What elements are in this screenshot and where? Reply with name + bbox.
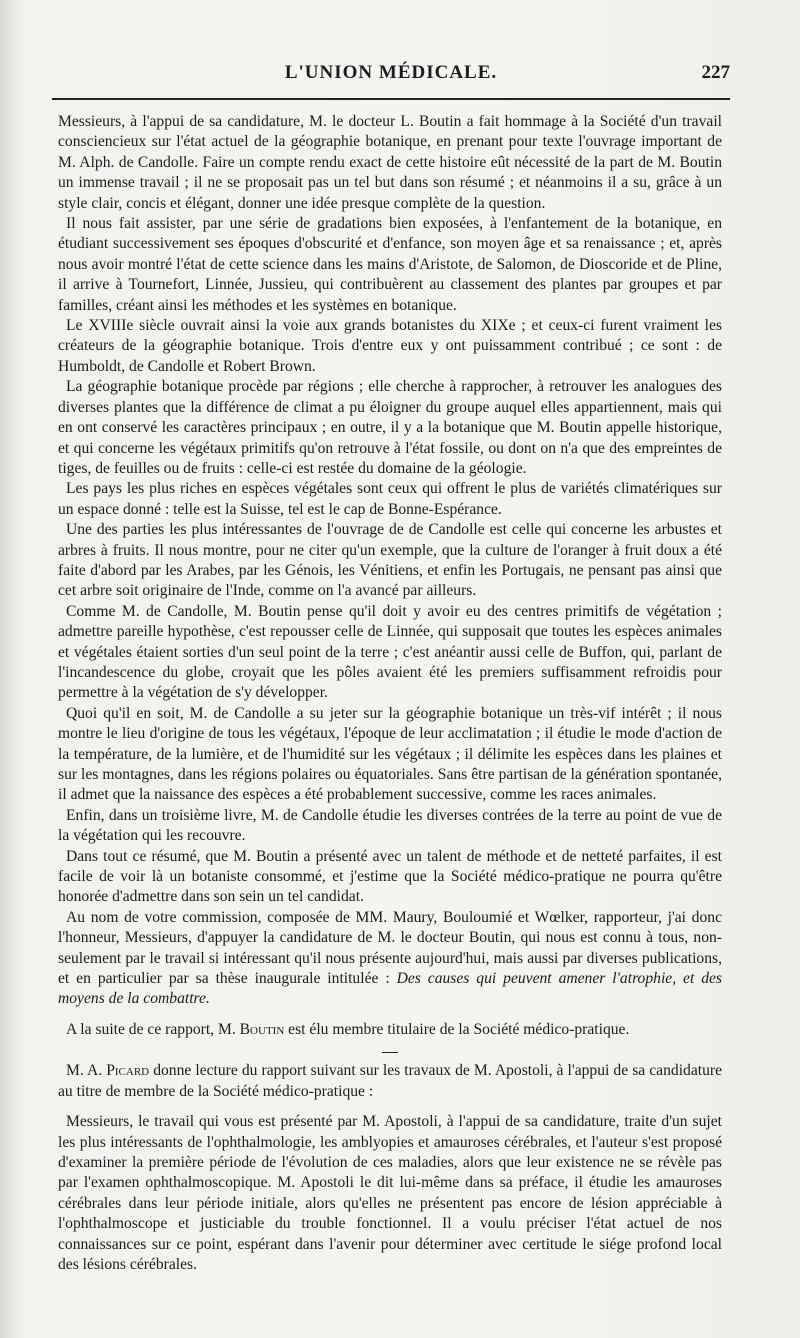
election-text-end: est élu membre titulaire de la Société médico-pratique.	[284, 1020, 630, 1038]
paragraph: La géographie botanique procède par régions ; elle cherche à rapprocher, à retrouver les analogues des diverses plantes que la différence de climat a pu éloigner du groupe auquel elles appartiennent, mais qui en ont conservé les caractères principaux ; en outre, il y a la botanique que M. Boutin appelle historique, et qui concerne les végétaux primitifs qu'on retrouve à l'état fossile, ou dont on n'a que des empreintes de tiges, de feuilles ou de fruits : celle-ci est restée du domaine de la géologie.	[58, 378, 722, 477]
picard-name: Picard	[106, 1062, 150, 1080]
apostoli-paragraph: Messieurs, le travail qui vous est présenté par M. Apostoli, à l'appui de sa candidature, traite d'un sujet les plus intéressants de l'ophthalmologie, les amblyopies et amauroses cérébrales, et l'auteur s'est proposé d'examiner la première période de l'évolution de ces maladies, alors que leur existence ne se révèle pas par l'examen ophthalmoscopique. M. Apostoli le dit lui-même dans sa préface, il étudie les amauroses cérébrales dans leur période initiale, alors qu'elles ne présentent pas encore de lésion appréciable à l'ophthalmoscope et justiciable du trouble fonctionnel. Il a voulu préciser l'état actuel de nos connaissances sur ce point, espérant dans l'avenir pour déterminer avec certitude le siége profond local des lésions cérébrales.	[58, 1113, 722, 1273]
page-number: 227	[701, 62, 730, 83]
conclusion-text: Au nom de votre commission, composée de MM. Maury, Bouloumié et Wœlker, rapporteur, j'ai donc l'honneur, Messieurs, d'appuyer la candidature de M. le docteur Boutin, qui nous est connu à tous, non-seulement par le travail si intéressant qu'il nous présente aujourd'hui, mais aussi par diverses publications, et en particulier par sa thèse inaugurale intitulée :	[58, 908, 722, 988]
conclusion-paragraph	[58, 908, 722, 1010]
thesis-title: Des causes qui peuvent amener l'atrophie, et des moyens de la combattre.	[58, 970, 722, 1008]
paragraph: Le XVIIIe siècle ouvrait ainsi la voie aux grands botanistes du XIXe ; et ceux-ci furent vraiment les créateurs de la géographie botanique. Trois d'entre eux y ont puissamment contribué ; ce sont : de Humboldt, de Candolle et Robert Brown.	[58, 317, 722, 375]
paragraph: Une des parties les plus intéressantes de l'ouvrage de de Candolle est celle qui concerne les arbustes et arbres à fruits. Il nous montre, pour ne citer qu'un exemple, que la culture de l'oranger à fruit doux a été faite d'abord par les Arabes, par les Génois, les Vénitiens, et enfin les Portugais, ne pensant pas ainsi que cet arbre soit originaire de l'Inde, comme on l'a avancé par ailleurs.	[58, 521, 722, 600]
picard-paragraph	[58, 1061, 722, 1102]
running-title: L'UNION MÉDICALE.	[284, 62, 498, 83]
header-rule	[52, 98, 730, 100]
page-header	[52, 62, 730, 92]
paragraph: Il nous fait assister, par une série de gradations bien exposées, à l'enfantement de la botanique, en étudiant successivement ses époques d'obscurité et d'enfance, son moyen âge et sa renaissance ; et, après nous avoir montré l'état de cette science dans les mains d'Aristote, de Salomon, de Dioscoride et de Pline, il arrive à Tournefort, Linnée, Jussieu, qui contribuèrent au classement des plantes par groupes et par familles, créant ainsi les méthodes et les systèmes en botanique.	[58, 215, 722, 314]
paragraph: Quoi qu'il en soit, M. de Candolle a su jeter sur la géographie botanique un très-vif intérêt ; il nous montre le lieu d'origine de tous les végétaux, l'époque de leur acclimatation ; il étudie le mode d'action de la température, de la lumière, et de l'humidité sur les végétaux ; il délimite les espèces dans les plaines et sur les montagnes, dans les régions polaires ou équatoriales. Sans être partisan de la génération spontanée, il admet que la naissance des espèces a été probablement successive, comme les races animales.	[58, 704, 722, 804]
paragraph: Messieurs, à l'appui de sa candidature, M. le docteur L. Boutin a fait hommage à la Société d'un travail consciencieux sur l'état actuel de la géographie botanique, en prenant pour texte l'ouvrage important de M. Alph. de Candolle. Faire un compte rendu exact de cette histoire eût nécessité de la part de M. Boutin un immense travail ; il ne se proposait pas un tel but dans son résumé ; et néanmoins il a su, grâce à un style clair, concis et élégant, donner une idée presque complète de la question.	[58, 113, 722, 212]
elected-name: Boutin	[239, 1020, 285, 1038]
article-body	[58, 112, 722, 1275]
election-paragraph	[58, 1020, 722, 1040]
paragraph: Enfin, dans un troisième livre, M. de Candolle étudie les diverses contrées de la terre au point de vue de la végétation qui les recouvre.	[58, 806, 722, 845]
paragraph: Les pays les plus riches en espèces végétales sont ceux qui offrent le plus de variétés climatériques sur un espace donné : telle est la Suisse, tel est le cap de Bonne-Espérance.	[58, 480, 722, 518]
picard-initial: M. A.	[66, 1062, 107, 1080]
section-separator	[382, 1052, 398, 1053]
picard-text: donne lecture du rapport suivant sur les travaux de M. Apostoli, à l'appui de sa candidature au titre de membre de la Société médico-pratique :	[58, 1062, 722, 1100]
paragraph: Dans tout ce résumé, que M. Boutin a présenté avec un talent de méthode et de netteté parfaites, il est facile de voir là un botaniste consommé, et j'estime que la Société médico-pratique ne pourra qu'être honorée d'admettre dans son sein un tel candidat.	[58, 847, 722, 906]
paragraph: Comme M. de Candolle, M. Boutin pense qu'il doit y avoir eu des centres primitifs de végétation ; admettre pareille hypothèse, c'est repousser celle de Linnée, qui supposait que toutes les espèces animales et végétales étaient sorties d'un seul point de la terre ; c'est anéantir aussi celle de Buffon, qui, parlant de l'incandescence du globe, croyait que les pôles avaient été les premiers suffisamment refroidis pour permettre à la végétation de s'y développer.	[58, 602, 722, 702]
election-text: A la suite de ce rapport, M.	[66, 1020, 240, 1038]
